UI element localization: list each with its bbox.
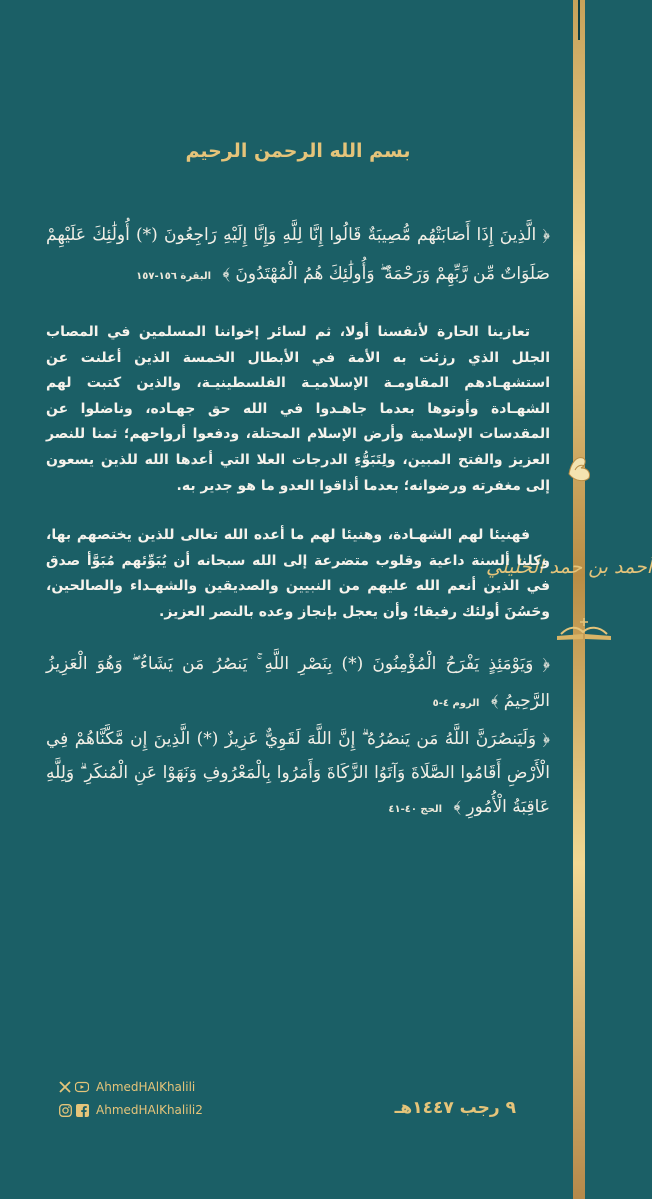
x-logo-icon[interactable] [58,1080,72,1094]
social-row-secondary[interactable] [58,1099,248,1121]
verse-text: ﴿ وَلَيَنصُرَنَّ اللَّهُ مَن يَنصُرُهُ ۗ إِنَّ اللَّهَ لَقَوِيٌّ عَزِيزٌ (*) الَّذِينَ إِن مَّكَّنَّاهُمْ فِي الْأَرْضِ أَقَامُوا الصَّلَاةَ وَآتَوُا الزَّكَاةَ وَأَمَرُوا بِالْمَعْرُوفِ وَنَهَوْا عَنِ الْمُنكَرِ ۗ وَلِلَّهِ عَاقِبَةُ الْأُمُورِ ﴾ [46,728,550,817]
condolence-paragraph: تعازينا الحارة لأنفسنا أولا، ثم لسائر إخواننا المسلمين في المصاب الجلل الذي رزئت به الأمة في الأبطال الخمسة الذين أعلنت عن استشهـادهم المقاومـة الإسلاميـة الفلسطينيـة، والذين كتبت لهم الشهـادة وأوتوها بعدما جاهـدوا في الله حق جهـاده، وناضلوا عن المقدسات الإسلامية وأرض الإسلام المحتلة، ودفعوا أرواحهم؛ ثمنا للنصر العزيز والفتح المبين، ولِتَبَوُّءِ الدرجات العلا التي أعدها الله للذين يسعون إلى مغفرته ورضوانه؛ بعدما أذاقوا العدو ما هو جدير به. [46,324,550,494]
verse-reference: الحج ٤٠-٤١ [388,803,443,815]
verse-text: ﴿ وَيَوْمَئِذٍ يَفْرَحُ الْمُؤْمِنُونَ (*) بِنَصْرِ اللَّهِ ۚ يَنصُرُ مَن يَشَاءُ ۖ وَهُوَ الْعَزِيزُ الرَّحِيمُ ﴾ [46,653,550,711]
hijri-date: ٩ رجب ١٤٤٧هـ [394,1098,516,1118]
hands-emblem-icon [561,448,599,486]
verse-text: ﴿ الَّذِينَ إِذَا أَصَابَتْهُم مُّصِيبَةٌ قَالُوا إِنَّا لِلَّهِ وَإِنَّا إِلَيْهِ رَاجِعُونَ (*) أُولَٰئِكَ عَلَيْهِمْ صَلَوَاتٌ مِّن رَّبِّهِمْ وَرَحْمَةٌ ۖ وَأُولَٰئِكَ هُمُ الْمُهْتَدُونَ ﴾ [46,225,550,284]
message-body [46,140,550,827]
youtube-icon[interactable] [75,1080,89,1094]
author-signature: أحمد بن حمد الخليلي [485,556,652,578]
facebook-icon[interactable] [75,1103,89,1117]
quran-verse-rum [46,646,550,722]
basmala-heading: بسم الله الرحمن الرحيم [185,140,411,162]
verse-reference: الروم ٤-٥ [432,697,480,709]
social-handles [58,1076,248,1122]
instagram-icon[interactable] [58,1103,72,1117]
social-handle[interactable]: AhmedHAlKhalili [96,1080,196,1094]
open-book-icon [553,614,615,642]
social-row-primary[interactable] [58,1076,248,1098]
social-handle[interactable]: AhmedHAlKhalili2 [96,1103,203,1117]
quran-verse-baqarah [46,216,550,296]
quran-verse-hajj [46,722,550,827]
prayer-paragraph: فهنيئا لهم الشهـادة، وهنيئا لهم ما أعده الله تعالى للذين يختصهم بها، وكلنا ألسنة داعية وقلوب متضرعة إلى الله سبحانه أن يُبَوِّئهم مُبَوَّأ صدق في الذين أنعم الله عليهم من النبيين والصديقين والشهـداء والصالحين، وحَسُنَ أولئك رفيقا؛ وأن يعجل بإنجاز وعده بالنصر العزيز. [46,527,550,620]
ribbon-top-divider [578,0,580,40]
verse-reference: البقرة ١٥٦-١٥٧ [136,271,212,282]
